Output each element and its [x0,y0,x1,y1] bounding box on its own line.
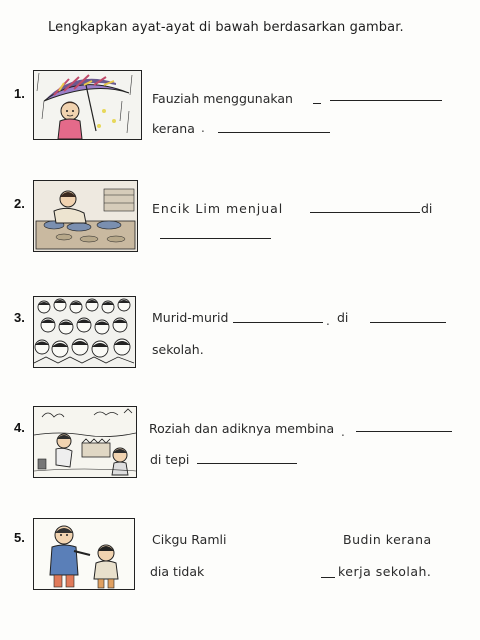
question-number-1: 1. [14,86,25,101]
q4-dot: . [341,425,345,439]
question-number-5: 5. [14,530,25,545]
q2-text-part2: di [421,201,433,216]
q1-blank-short[interactable] [313,103,321,104]
q2-blank-1[interactable] [310,212,420,213]
q5-text-part2: Budin kerana [343,532,432,547]
question-number-4: 4. [14,420,25,435]
q5-text-part3: dia tidak [150,564,205,579]
q3-dot: . [326,314,330,328]
q2-text-part1: Encik Lim menjual [152,201,284,216]
q3-text-part2: di [337,310,349,325]
q1-blank-2[interactable] [218,132,330,133]
q2-blank-2[interactable] [160,238,271,239]
q3-blank-2[interactable] [370,322,446,323]
picture-pupils-crowd [33,296,136,368]
q3-text-part1: Murid-murid [152,310,229,325]
q1-blank-1[interactable] [330,100,442,101]
q1-text-part1: Fauziah menggunakan [152,91,293,106]
q5-blank-1[interactable] [321,577,335,578]
question-number-3: 3. [14,310,25,325]
q4-text-part2: di tepi [150,452,190,467]
q1-text-part2: kerana [152,121,195,136]
picture-man-stall [33,180,138,252]
instruction-title: Lengkapkan ayat-ayat di bawah berdasarkan gambar. [48,20,404,35]
picture-teacher-boy [33,518,135,590]
q4-blank-2[interactable] [197,463,297,464]
picture-sandcastle-beach [33,406,137,478]
q4-blank-1[interactable] [356,431,452,432]
q3-text-part3: sekolah. [152,342,204,357]
q5-text-part1: Cikgu Ramli [152,532,227,547]
question-number-2: 2. [14,196,25,211]
q5-text-part4: kerja sekolah. [338,564,432,579]
q1-dot: . [201,121,205,135]
q3-blank-1[interactable] [233,322,323,323]
picture-girl-umbrella [33,70,142,140]
q4-text-part1: Roziah dan adiknya membina [149,421,335,436]
